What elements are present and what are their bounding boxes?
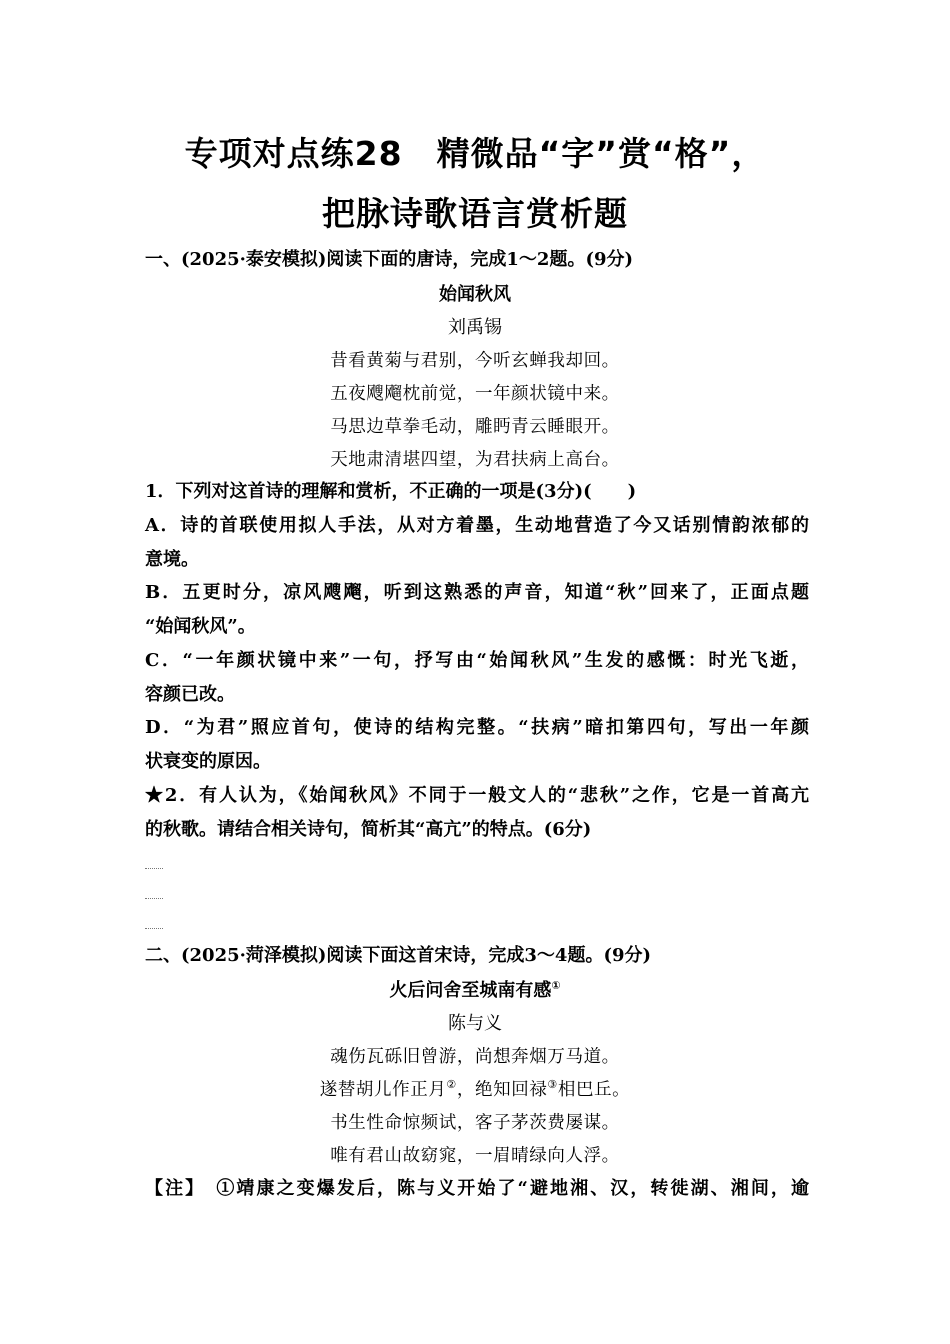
option-d-line1: D．“为君”照应首句，使诗的结构完整。“扶病”暗扣第四句，写出一年颜 (145, 717, 809, 738)
poem2-verse-1: 魂伤瓦砾旧曾游，尚想奔烟万马道。 (330, 1047, 620, 1067)
question-2-line2: 的秋歌。请结合相关诗句，简析其“高亢”的特点。(6分) (145, 819, 592, 840)
option-a-line2: 意境。 (145, 549, 199, 570)
option-d-line2: 状衰变的原因。 (145, 751, 271, 772)
poem2-note-marker-2: ② (446, 1078, 457, 1092)
question-1-stem: 1．下列对这首诗的理解和赏析，不正确的一项是(3分)( ) (145, 481, 637, 502)
poem1-title: 始闻秋风 (439, 284, 511, 305)
option-a-line1: A．诗的首联使用拟人手法，从对方着墨，生动地营造了今又话别情韵浓郁的 (145, 515, 809, 536)
poem1-verse-4: 天地肃清堪四望，为君扶病上高台。 (330, 450, 620, 470)
poem2-title (0, 979, 950, 1003)
poem1-verse-3: 马思边草拳毛动，雕眄青云睡眼开。 (330, 417, 620, 437)
poem1-verse-1: 昔看黄菊与君别，今听玄蝉我却回。 (330, 351, 620, 371)
poem2-note-marker-3: ③ (547, 1078, 558, 1092)
option-b-line1: B．五更时分，凉风飕飗，听到这熟悉的声音，知道“秋”回来了，正面点题 (145, 582, 809, 603)
poem2-verse-2-part-b: ，绝知回禄 (456, 1080, 548, 1100)
poem1-verse-2: 五夜飕飗枕前觉，一年颜状镜中来。 (330, 384, 620, 404)
poem2-title-note: ① (551, 979, 561, 992)
poem2-title-text: 火后问舍至城南有感 (389, 980, 552, 1001)
poem2-verse-2-part-c: 相巴丘。 (557, 1080, 631, 1100)
poem2-verse-2-part-a: 遂替胡儿作正月 (319, 1080, 447, 1100)
poem2-author: 陈与义 (448, 1013, 502, 1034)
option-c-line2: 容颜已改。 (145, 684, 235, 705)
answer-line-3[interactable] (145, 922, 163, 929)
poem2-verse-3: 书生性命惊频试，客子茅茨费屡谋。 (330, 1113, 620, 1133)
question-2-line1: ★2．有人认为，《始闻秋风》不同于一般文人的“悲秋”之作，它是一首高亢 (145, 785, 809, 806)
answer-line-2[interactable] (145, 892, 163, 899)
section2-intro: 二、(2025·菏泽模拟)阅读下面这首宋诗，完成3～4题。(9分) (145, 945, 652, 966)
poem2-footnote: 【注】 ①靖康之变爆发后，陈与义开始了“避地湘、汉，转徙湖、湘间，逾 (145, 1178, 809, 1199)
option-b-line2: “始闻秋风”。 (145, 616, 256, 637)
poem2-verse-4: 唯有君山故窈窕，一眉晴绿向人浮。 (330, 1146, 620, 1166)
poem2-verse-2 (0, 1078, 950, 1102)
poem1-author: 刘禹锡 (448, 317, 502, 338)
page-title-line1: 专项对点练28 精微品“字”赏“格”， (184, 134, 766, 173)
section1-intro: 一、(2025·泰安模拟)阅读下面的唐诗，完成1～2题。(9分) (145, 249, 634, 270)
option-c-line1: C．“一年颜状镜中来”一句，抒写由“始闻秋风”生发的感慨：时光飞逝， (145, 650, 809, 671)
page-title-line2: 把脉诗歌语言赏析题 (322, 194, 628, 233)
answer-line-1[interactable] (145, 862, 163, 869)
